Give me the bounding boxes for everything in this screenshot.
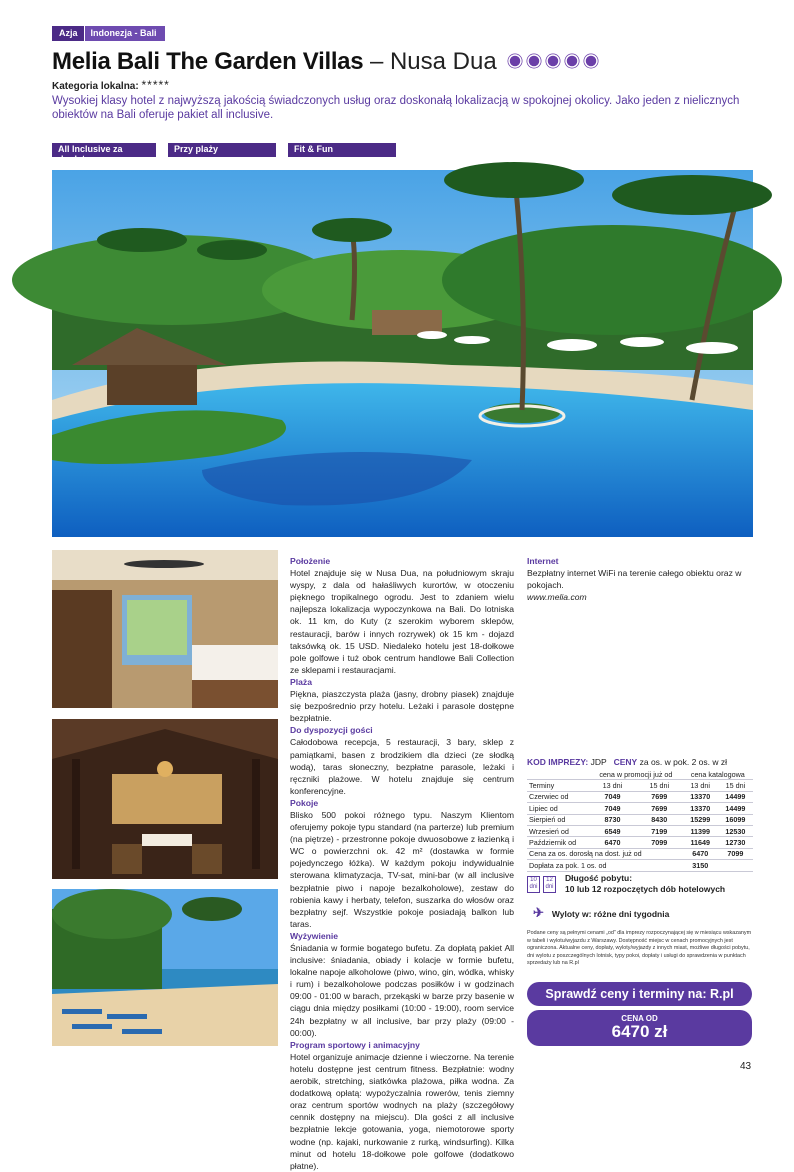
table-row [527,803,753,814]
price-cell: 6470 [683,848,718,859]
price-cell: 11399 [683,825,718,836]
price-cell: 3150 [683,860,718,871]
price-cell: 15299 [683,814,718,825]
sun-icon [567,56,578,67]
country-tag: Indonezja - Bali [84,26,165,41]
price-note: Podane ceny są pełnymi cenami „od” dla imprezy rozpoczynającej się w miesiącu wskazanym w tabeli i wylotu/wyjazdu z Warszawy. Dostępność miejsc w cenach promocyjnych jest ograniczona. Aktualne ceny, dopłaty, wyloty/wyjazdy z innych miast, możliwe długości pobytu, dni wylotu z poszczególnych lotnisk, typy pokoi, dopłaty i usługi do sprawdzenia w punktach sprzedaży lub na R.pl [527,930,752,967]
flight-text: Wyloty w: różne dni tygodnia [551,909,670,919]
price-cell: 7049 [589,803,636,814]
sun-icon [586,56,597,67]
price-label: CENA OD [621,1014,658,1023]
price-cell: 7699 [636,803,683,814]
hero-pool-photo [52,170,753,537]
table-header-row [527,780,753,791]
plane-icon: ✈ [533,905,544,920]
sun-icon [548,56,559,67]
description-column-2 [527,555,753,603]
table-row [527,791,753,802]
price-cell: 8730 [589,814,636,825]
price-cell: 14499 [718,803,753,814]
price-cell: 6470 [589,837,636,848]
table-row [527,825,753,836]
lead-text: Wysokiej klasy hotel z najwyższą jakością świadczonych usług oraz doskonałą lokalizacją w spokojnej okolicy. Jako jeden z nielicznych obiektów na Bali oferuje pakiet all inclusive. [52,95,740,121]
price-cell: 13370 [683,791,718,802]
price-cell: 14499 [718,791,753,802]
heading-pokoje: Pokoje [290,797,319,808]
ceny-label: CENY [613,757,638,767]
row-label: Cena za os. dorosłą na dost. już od [527,848,683,859]
price-cell: 7199 [636,825,683,836]
check-prices-button[interactable]: Sprawdź ceny i terminy na: R.pl [527,982,752,1006]
category-stars: ***** [141,78,170,92]
description-column-1 [290,555,514,1171]
price-cell: 12530 [718,825,753,836]
stay-label: Długość pobytu: [565,873,633,883]
header-cell: Terminy [527,780,589,791]
heading-program: Program sportowy i animacyjny [290,1039,420,1050]
sun-rating [503,48,598,75]
price-cell: 6549 [589,825,636,836]
restaurant-photo [52,719,278,879]
price-value: 6470 zł [611,1022,668,1041]
feature-pills [52,143,396,164]
feature-pill: Fit & Fun [288,143,396,157]
price-cell: 7049 [589,791,636,802]
text-dyspozycja: Całodobowa recepcja, 5 restauracji, 3 bary, sklep z pamiątkami, basen z brodzikiem dla dzieci (ze słodką wodą), taras słoneczny, bezpłatne parasole, leżaki i ręczniki plażowe. W hotelu znajduje się centrum konferencyjne. [290,737,514,796]
row-label: Dopłata za pok. 1 os. od [527,860,683,871]
header-cell: 13 dni [683,780,718,791]
page-title [52,47,598,77]
price-cell: 13370 [683,803,718,814]
row-label: Październik od [527,837,589,848]
sun-icon [529,56,540,67]
table-row [527,860,753,871]
price-cell: 8430 [636,814,683,825]
feature-pill: All Inclusive za dopłatą [52,143,156,157]
table-row [527,848,753,859]
text-pokoje: Blisko 500 pokoi różnego typu. Naszym Klientom oferujemy pokoje typu standard (na parterze) lub premium (na piętrze) - przestronne pokoje dwuosobowe z łazienką i WC o powierzchni ok. 42 m² (dostawka w formie pojedynczego łóżka). W każdym pokoju indywidualnie sterowana klimatyzacja, TV-sat, mini-bar (w all inclusive bezpłatnie piwo i napoje bezalkoholowe), zestaw do robienia kawy i herbaty, telefon, suszarka do włosów oraz bezpłatny sejf. Wszystkie pokoje posiadają balkon lub taras. [290,809,514,929]
row-label: Wrzesień od [527,825,589,836]
heading-internet: Internet [527,556,559,566]
heading-plaza: Plaża [290,676,312,687]
header-cell: 15 dni [718,780,753,791]
text-wyzywienie: Śniadania w formie bogatego bufetu. Za dopłatą pakiet All inclusive: śniadania, obiady i kolacje w formie bufetu, lokalne napoje alkoholowe (piwo, wino, gin, wódka, whisky i rum) i bezalkoholowe podczas posiłków i w godzinach 09:00 - 01:00 w barach, przekąski w barze przy basenie w ciągu dnia między posiłkami (10:00 - 19:00), room service 24h bezpłatny w all inclusive, bar przy plaży (09:00 - 00:00). [290,943,514,1038]
kod-label: KOD IMPREZY: [527,757,589,767]
region-tag: Azja [52,26,84,41]
hotel-website: www.melia.com [527,592,587,603]
price-cell: 16099 [718,814,753,825]
price-cell: 7099 [718,848,753,859]
heading-wyzywienie: Wyżywienie [290,930,339,941]
heading-dyspozycja: Do dyspozycji gości [290,725,373,736]
heading-polozenie: Położenie [290,556,331,566]
text-polozenie: Hotel znajduje się w Nusa Dua, na południowym skraju wyspy, z dala od hałaśliwych kurortów, w otoczeniu pięknego tropikalnego ogrodu. Jest to zdaniem wielu najlepsza lokalizacja wypoczynkowa na Bali. Do lotniska ok. 11 km, do Kuty (z szerokim wyborem sklepów, restauracji, barów i innych rozrywek) ok 15 km - dojazd taksówką ok. 15 USD. Niedaleko hotelu jest 18-dołkowe pole golfowe i tuż obok centrum handlowe Bali Collection ze sklepami i restauracjami. [290,568,514,675]
row-label: Czerwiec od [527,791,589,802]
table-row [527,814,753,825]
hotel-location: – Nusa Dua [369,48,497,75]
calendar-icon: 10 dni [527,876,540,893]
row-label: Sierpień od [527,814,589,825]
price-cell: 11649 [683,837,718,848]
flight-info [533,905,669,921]
sun-icon [510,56,521,67]
kod-value: JDP [590,757,607,767]
text-internet: Bezpłatny internet WiFi na terenie całego obiektu oraz w pokojach. [527,568,742,591]
text-program: Hotel organizuje animacje dzienne i wieczorne. Na terenie hotelu dostępne jest centrum fitness. Bezpłatnie: wodny aerobik, stretching, siatkówka plażowa, piłka wodna. Za dodatkową opłatą: wypożyczalnia rowerów, tenis ziemny oraz centrum sportów wodnych na plaży (szczegółowy cennik dostępny na miejscu). Dla gości z all inclusive bezpłatnie lekcje gotowania, yoga, niemotorowe sporty wodne (np. kajaki, nurkowanie z rurką, windsurfing). Kilka minut od hotelu 18-dołkowe pole golfowe (dodatkowo płatne). [290,1051,514,1171]
beach-photo [52,889,278,1046]
table-row [527,837,753,848]
calendar-icon: 12 dni [543,876,556,893]
price-table [527,769,753,872]
region-tags [52,26,165,41]
local-category [52,78,170,92]
group-catalog: cena katalogowa [683,769,753,780]
category-label: Kategoria lokalna: [52,81,139,92]
price-badge [527,1010,752,1046]
row-label: Lipiec od [527,803,589,814]
feature-pill: Przy plaży [168,143,276,157]
header-cell: 13 dni [589,780,636,791]
page-number: 43 [740,1061,752,1072]
hotel-name: Melia Bali The Garden Villas [52,48,364,75]
stay-value: 10 lub 12 rozpoczętych dób hotelowych [565,884,726,894]
group-promo: cena w promocji już od [589,769,683,780]
price-cell: 12730 [718,837,753,848]
text-plaza: Piękna, piaszczysta plaża (jasny, drobny piasek) znajduje się bezpośrednio przy hotelu. Leżaki i parasole dostępne bezpłatnie. [290,689,514,724]
price-section [527,757,753,872]
ceny-sub: za os. w pok. 2 os. w zł [639,757,728,767]
price-cell: 7699 [636,791,683,802]
stay-length [527,872,753,896]
room-photo [52,550,278,708]
price-cell: 7099 [636,837,683,848]
header-cell: 15 dni [636,780,683,791]
